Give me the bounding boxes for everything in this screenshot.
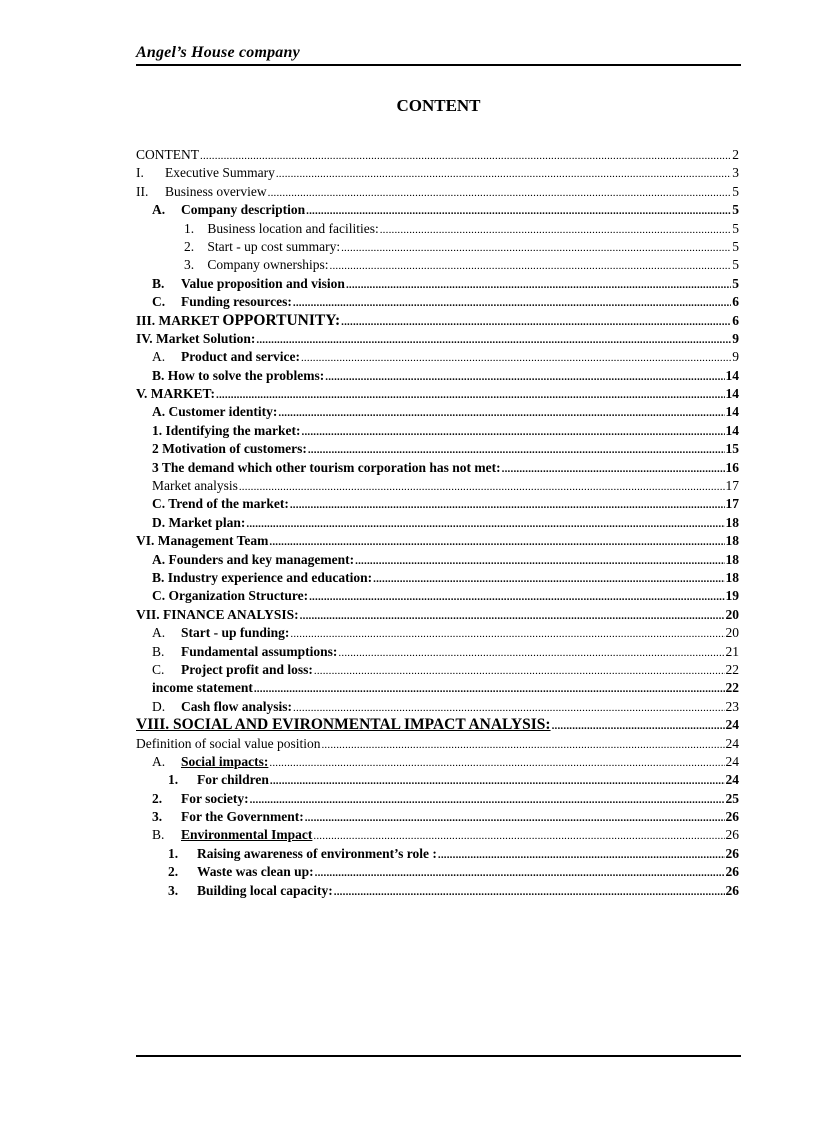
leader-dots xyxy=(308,441,725,459)
toc-entry-market-plan[interactable] xyxy=(136,514,739,532)
toc-page: 18 xyxy=(725,533,739,549)
toc-number: I. xyxy=(136,165,144,181)
leader-dots xyxy=(268,184,732,202)
toc-entry-business-location[interactable] xyxy=(136,220,739,238)
toc-label: Definition of social value position xyxy=(136,735,321,751)
toc-entry-value-proposition[interactable] xyxy=(136,275,739,293)
toc-number: A. xyxy=(152,625,166,641)
leader-dots xyxy=(269,533,724,551)
toc-entry-for-government[interactable] xyxy=(136,808,739,826)
toc-label: For the Government: xyxy=(181,809,304,825)
leader-dots xyxy=(246,515,724,533)
toc-label: Start - up funding: xyxy=(181,625,290,641)
toc-entry-business-overview[interactable] xyxy=(136,183,739,201)
toc-label: Company description xyxy=(181,202,306,218)
toc-entry-funding-resources[interactable] xyxy=(136,293,739,311)
toc-number: 3. xyxy=(152,809,163,825)
toc-page: 24 xyxy=(725,753,739,769)
toc-page: 21 xyxy=(725,643,739,659)
leader-dots xyxy=(355,552,724,570)
toc-entry-raising-awareness[interactable] xyxy=(136,845,739,863)
toc-number: A. xyxy=(152,349,166,365)
leader-dots xyxy=(315,864,725,882)
toc-page: 22 xyxy=(725,680,739,696)
leader-dots xyxy=(302,423,725,441)
toc-page: 6 xyxy=(732,294,739,310)
leader-dots xyxy=(321,736,724,754)
toc-label: 1. Identifying the market: xyxy=(152,422,301,438)
toc-entry-market-solution[interactable] xyxy=(136,330,739,348)
toc-entry-definition[interactable] xyxy=(136,735,739,753)
leader-dots xyxy=(300,607,725,625)
toc-page: 14 xyxy=(725,404,739,420)
toc-number: 2. xyxy=(184,238,195,254)
toc-number: B. xyxy=(152,643,165,659)
toc-label: Social impacts: xyxy=(181,753,269,769)
toc-page: 16 xyxy=(725,459,739,475)
table-of-contents xyxy=(136,146,739,900)
toc-page: 24 xyxy=(725,735,739,751)
toc-label: Funding resources: xyxy=(181,294,292,310)
toc-label: For children xyxy=(197,772,269,788)
toc-number: C. xyxy=(152,661,165,677)
toc-entry-income-statement[interactable] xyxy=(136,679,739,697)
toc-label: Building local capacity: xyxy=(197,882,333,898)
toc-label: For society: xyxy=(181,790,249,806)
toc-entry-customer-identity[interactable] xyxy=(136,403,739,421)
toc-page: 5 xyxy=(732,202,739,218)
toc-entry-management-team[interactable] xyxy=(136,532,739,550)
leader-dots xyxy=(373,570,724,588)
toc-label: CONTENT xyxy=(136,147,199,162)
toc-page: 26 xyxy=(725,864,739,880)
toc-label: Executive Summary xyxy=(165,165,275,181)
toc-label: Start - up cost summary: xyxy=(207,238,341,254)
toc-page: 19 xyxy=(725,588,739,604)
toc-entry-market[interactable] xyxy=(136,385,739,403)
toc-page: 5 xyxy=(732,238,739,254)
leader-dots xyxy=(269,754,724,772)
toc-label: C. Organization Structure: xyxy=(152,588,309,604)
toc-entry-start-up-cost[interactable] xyxy=(136,238,739,256)
toc-label: Cash flow analysis: xyxy=(181,698,293,714)
toc-label: V. MARKET: xyxy=(136,386,216,402)
page-header xyxy=(136,44,741,66)
toc-entry-market-analysis[interactable] xyxy=(136,477,739,495)
toc-label: Market analysis xyxy=(152,478,238,494)
toc-label: A. Founders and key management: xyxy=(152,551,355,567)
toc-number: A. xyxy=(152,202,166,218)
toc-page: 22 xyxy=(725,661,739,677)
leader-dots xyxy=(341,313,731,331)
toc-entry-company-ownerships[interactable] xyxy=(136,256,739,274)
toc-entry-social-environmental-impact[interactable] xyxy=(136,716,739,734)
toc-label: Fundamental assumptions: xyxy=(181,643,338,659)
toc-entry-start-up-funding[interactable] xyxy=(136,624,739,642)
toc-number: 2. xyxy=(152,790,163,806)
leader-dots xyxy=(314,662,725,680)
toc-page: 5 xyxy=(732,275,739,291)
toc-page: 2 xyxy=(732,147,739,162)
toc-entry-product-and-service[interactable] xyxy=(136,348,739,366)
toc-label: 2 Motivation of customers: xyxy=(152,441,307,457)
toc-page: 23 xyxy=(725,698,739,714)
toc-page: 20 xyxy=(725,625,739,641)
toc-entry-motivation[interactable] xyxy=(136,440,739,458)
toc-label: VIII. SOCIAL AND EVIRONMENTAL IMPACT ANALYSIS: xyxy=(136,716,551,734)
toc-label: income statement xyxy=(152,680,253,696)
toc-entry-identifying-market[interactable] xyxy=(136,422,739,440)
leader-dots xyxy=(330,257,732,275)
toc-label: D. Market plan: xyxy=(152,514,246,530)
leader-dots xyxy=(380,221,732,239)
toc-entry-how-to-solve[interactable] xyxy=(136,367,739,385)
leader-dots xyxy=(341,239,731,257)
toc-page: 20 xyxy=(725,606,739,622)
leader-dots xyxy=(309,588,724,606)
toc-label: Product and service: xyxy=(181,349,300,365)
leader-dots xyxy=(325,368,724,386)
leader-dots xyxy=(346,276,731,294)
toc-entry-for-society[interactable] xyxy=(136,790,739,808)
toc-entry-social-impacts[interactable] xyxy=(136,753,739,771)
toc-page: 18 xyxy=(725,569,739,585)
toc-page: 18 xyxy=(725,514,739,530)
toc-entry-finance-analysis[interactable] xyxy=(136,606,739,624)
toc-page: 5 xyxy=(732,220,739,236)
leader-dots xyxy=(338,644,724,662)
toc-entry-fundamental-assumptions[interactable] xyxy=(136,643,739,661)
toc-label: Business location and facilities: xyxy=(207,220,379,236)
toc-page: 17 xyxy=(725,496,739,512)
toc-entry-market-opportunity[interactable] xyxy=(136,312,739,330)
toc-number: C. xyxy=(152,294,166,310)
toc-label: Business overview xyxy=(165,183,267,199)
toc-entry-local-capacity[interactable] xyxy=(136,882,739,900)
leader-dots xyxy=(200,147,731,165)
toc-page: 26 xyxy=(725,809,739,825)
toc-label: A. Customer identity: xyxy=(152,404,278,420)
toc-number: 1. xyxy=(184,220,195,236)
leader-dots xyxy=(278,404,724,422)
leader-dots xyxy=(313,827,724,845)
leader-dots xyxy=(270,772,725,790)
toc-entry-project-profit[interactable] xyxy=(136,661,739,679)
toc-entry-content[interactable] xyxy=(136,146,739,164)
toc-entry-demand[interactable] xyxy=(136,459,739,477)
leader-dots xyxy=(306,202,731,220)
toc-number: 1. xyxy=(168,772,179,788)
page-title: CONTENT xyxy=(396,96,481,115)
leader-dots xyxy=(438,846,725,864)
toc-entry-waste-clean-up[interactable] xyxy=(136,863,739,881)
toc-number: 3. xyxy=(168,882,179,898)
leader-dots xyxy=(334,883,725,901)
leader-dots xyxy=(239,478,725,496)
leader-dots xyxy=(254,680,725,698)
leader-dots xyxy=(293,699,724,717)
toc-number: II. xyxy=(136,183,149,199)
toc-label: VII. FINANCE ANALYSIS: xyxy=(136,606,299,622)
toc-label: VI. Management Team xyxy=(136,533,269,549)
toc-label-big: OPPORTUNITY: xyxy=(222,311,341,329)
toc-page: 26 xyxy=(725,845,739,861)
toc-entry-environmental-impact[interactable] xyxy=(136,826,739,844)
toc-entry-industry-experience[interactable] xyxy=(136,569,739,587)
toc-entry-executive-summary[interactable] xyxy=(136,164,739,182)
toc-page: 9 xyxy=(732,330,739,346)
toc-entry-organization-structure[interactable] xyxy=(136,587,739,605)
toc-page: 24 xyxy=(725,717,739,733)
toc-page: 18 xyxy=(725,551,739,567)
toc-label: Waste was clean up: xyxy=(197,864,314,880)
toc-number: 1. xyxy=(168,845,179,861)
toc-number: B. xyxy=(152,827,165,843)
toc-page: 14 xyxy=(725,422,739,438)
toc-entry-for-children[interactable] xyxy=(136,771,739,789)
toc-number: A. xyxy=(152,753,166,769)
toc-page: 14 xyxy=(725,367,739,383)
toc-page: 14 xyxy=(725,386,739,402)
toc-label: IV. Market Solution: xyxy=(136,330,256,346)
leader-dots xyxy=(216,386,724,404)
toc-page: 5 xyxy=(732,257,739,273)
toc-number: B. xyxy=(152,275,165,291)
toc-page: 15 xyxy=(725,441,739,457)
toc-entry-trend[interactable] xyxy=(136,495,739,513)
toc-label: C. Trend of the market: xyxy=(152,496,289,512)
toc-page: 6 xyxy=(732,312,739,328)
toc-label: Project profit and loss: xyxy=(181,661,313,677)
toc-label: B. How to solve the problems: xyxy=(152,367,325,383)
leader-dots xyxy=(293,294,731,312)
toc-page: 9 xyxy=(732,349,739,365)
toc-label: Company ownerships: xyxy=(207,257,329,273)
toc-label: III. MARKET xyxy=(136,312,220,328)
leader-dots xyxy=(276,165,731,183)
leader-dots xyxy=(250,791,725,809)
leader-dots xyxy=(552,717,725,735)
leader-dots xyxy=(502,460,725,478)
toc-label: B. Industry experience and education: xyxy=(152,569,373,585)
toc-page: 17 xyxy=(725,478,739,494)
toc-label: Raising awareness of environment’s role : xyxy=(197,845,437,861)
toc-label: Environmental Impact xyxy=(181,827,313,843)
leader-dots xyxy=(290,625,724,643)
toc-entry-cash-flow[interactable] xyxy=(136,698,739,716)
toc-page: 25 xyxy=(725,790,739,806)
leader-dots xyxy=(256,331,731,349)
leader-dots xyxy=(305,809,725,827)
toc-label: Value proposition and vision xyxy=(181,275,345,291)
company-name: Angel’s House company xyxy=(136,44,300,61)
toc-number: 3. xyxy=(184,257,195,273)
toc-page: 26 xyxy=(725,827,739,843)
toc-entry-company-description[interactable] xyxy=(136,201,739,219)
footer-rule xyxy=(136,1055,741,1057)
toc-number: 2. xyxy=(168,864,179,880)
toc-page: 24 xyxy=(725,772,739,788)
leader-dots xyxy=(290,496,725,514)
toc-label: 3 The demand which other tourism corporation has not met: xyxy=(152,459,501,475)
toc-page: 3 xyxy=(732,165,739,181)
toc-number: D. xyxy=(152,698,166,714)
toc-entry-founders[interactable] xyxy=(136,551,739,569)
toc-page: 26 xyxy=(725,882,739,898)
leader-dots xyxy=(301,349,731,367)
toc-page: 5 xyxy=(732,183,739,199)
